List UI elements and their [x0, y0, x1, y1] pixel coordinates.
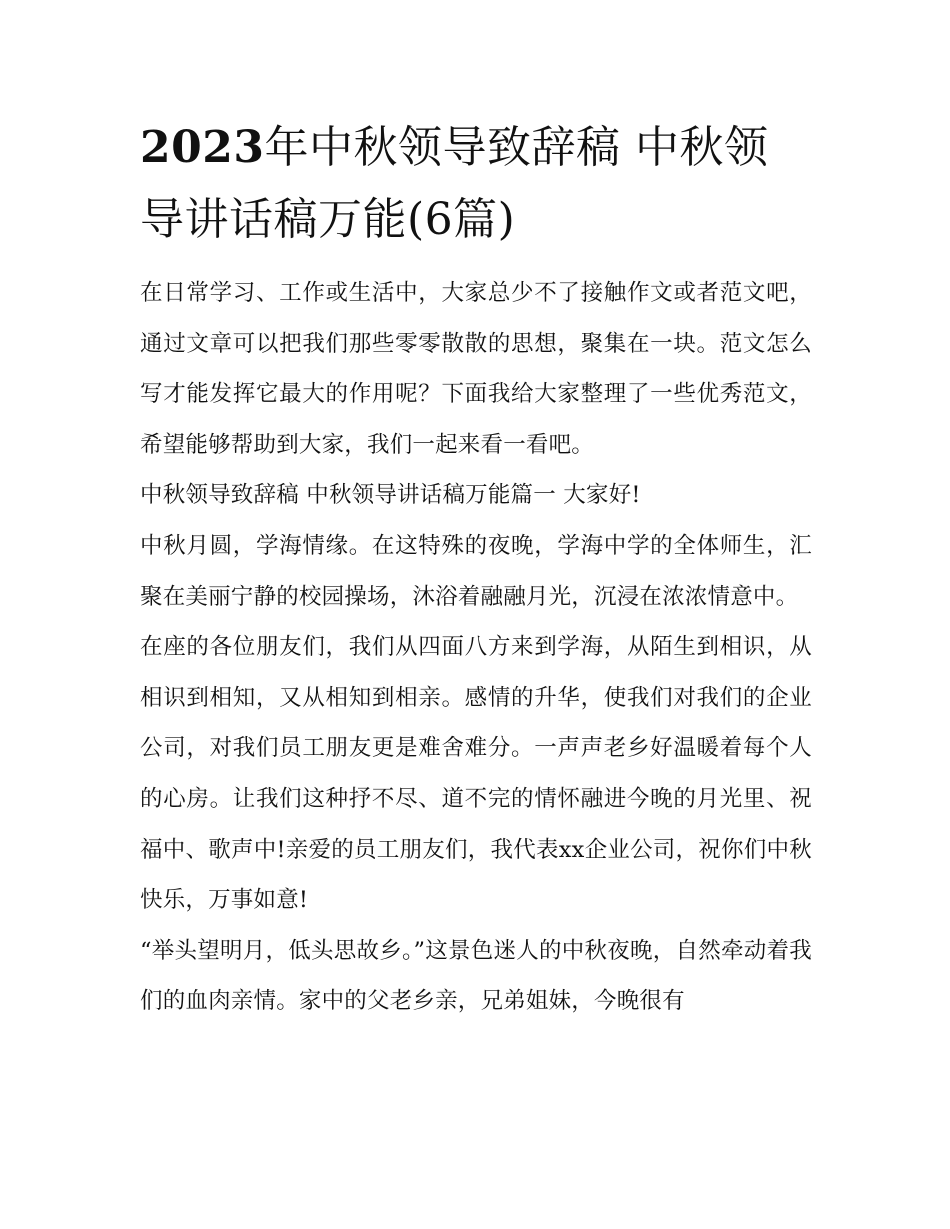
document-title [140, 112, 812, 256]
body-paragraph-3: “举头望明月，低头思故乡。”这景色迷人的中秋夜晚，自然牵动着我们的血肉亲情。家中的父老乡亲，兄弟姐妹，今晚很有 [140, 937, 812, 1015]
title-year: 2023 [140, 122, 265, 173]
document-page [140, 112, 812, 1027]
title-text: 年中秋领导致辞稿 中秋领导讲话稿万能(6篇) [140, 122, 769, 245]
body-paragraph-2: 在座的各位朋友们，我们从四面八方来到学海，从陌生到相识，从相识到相知，又从相知到相亲。感情的升华，使我们对我们的企业公司，对我们员工朋友更是难舍难分。一声声老乡好温暖着每个人的心房。让我们这种抒不尽、道不完的情怀融进今晚的月光里、祝福中、歌声中!亲爱的员工朋友们，我代表xx企业公司，祝你们中秋快乐，万事如意! [140, 634, 812, 914]
intro-paragraph: 在日常学习、工作或生活中，大家总少不了接触作文或者范文吧，通过文章可以把我们那些零零散散的思想，聚集在一块。范文怎么写才能发挥它最大的作用呢？下面我给大家整理了一些优秀范文，希望能够帮助到大家，我们一起来看一看吧。 [140, 280, 812, 458]
section-heading-paragraph: 中秋领导致辞稿 中秋领导讲话稿万能篇一 大家好! [140, 482, 641, 509]
body-paragraph-1: 中秋月圆，学海情缘。在这特殊的夜晚，学海中学的全体师生，汇聚在美丽宁静的校园操场，沐浴着融融月光，沉浸在浓浓情意中。 [140, 532, 812, 610]
